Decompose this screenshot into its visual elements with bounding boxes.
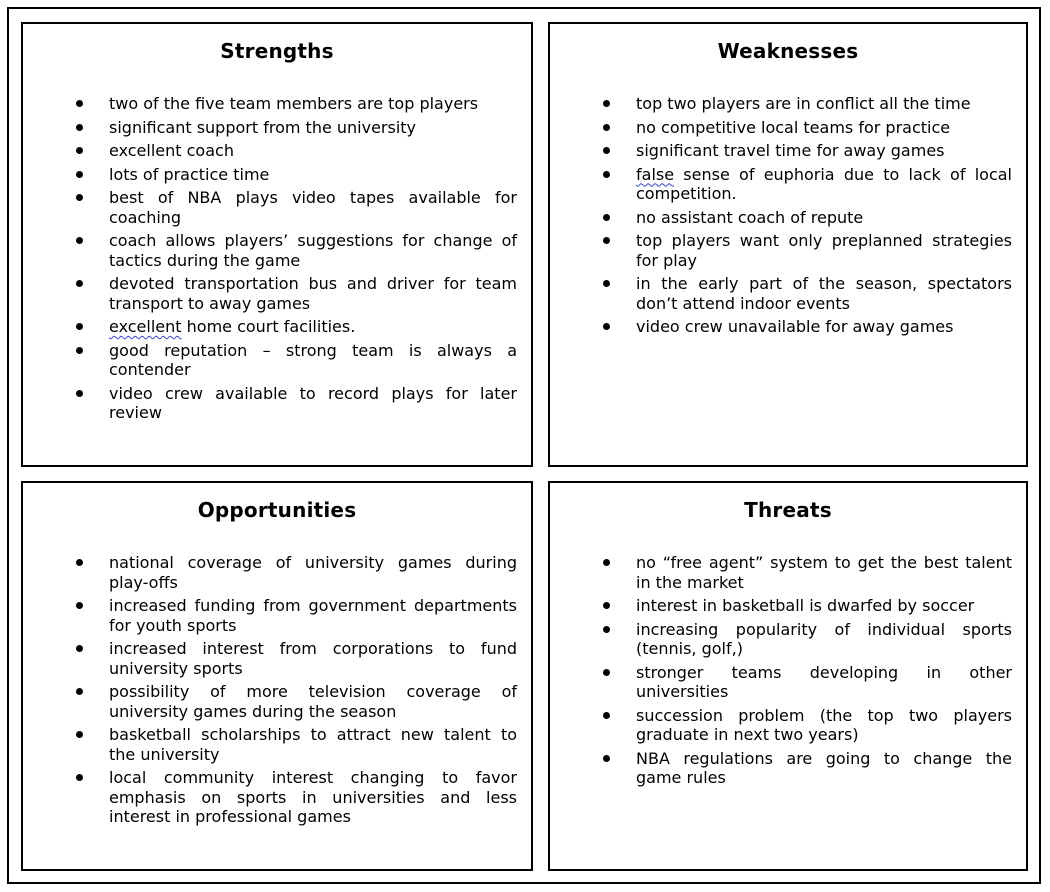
list-item	[550, 663, 1012, 702]
opportunities-list	[23, 553, 517, 831]
list-item-text: sense of euphoria due to lack of local competition.	[636, 164, 1012, 203]
list-item-text: video crew unavailable for away games	[636, 317, 954, 336]
bullet-icon	[76, 602, 83, 609]
list-item	[23, 682, 517, 721]
list-item	[23, 188, 517, 227]
bullet-icon	[76, 390, 83, 397]
bullet-icon	[603, 755, 610, 762]
spellcheck-word: false	[636, 164, 675, 184]
list-item-text: video crew available to record plays for later review	[109, 383, 517, 422]
list-item	[550, 141, 1012, 161]
list-item	[550, 118, 1012, 138]
list-item-text: no “free agent” system to get the best talent in the market	[636, 553, 1012, 592]
list-item-text: lots of practice time	[109, 164, 270, 184]
list-item-text: coach allows players’ suggestions for change of tactics during the game	[109, 231, 517, 270]
bullet-icon	[76, 645, 83, 652]
list-item-text: increased funding from government departments for youth sports	[109, 596, 517, 635]
list-item	[550, 706, 1012, 745]
bullet-icon	[76, 237, 83, 244]
opportunities-title: Opportunities	[197, 498, 357, 522]
list-item	[23, 341, 517, 380]
list-item	[23, 94, 517, 114]
bullet-icon	[603, 602, 610, 609]
list-item	[23, 231, 517, 270]
list-item	[550, 208, 1012, 228]
bullet-icon	[76, 194, 83, 201]
list-item	[550, 553, 1012, 592]
list-item-text: no assistant coach of repute	[636, 207, 864, 227]
bullet-icon	[76, 731, 83, 738]
bullet-icon	[603, 124, 610, 131]
list-item	[550, 274, 1012, 313]
bullet-icon	[603, 171, 610, 178]
bullet-icon	[76, 559, 83, 566]
list-item-text: top players want only preplanned strategies for play	[636, 231, 1012, 270]
list-item-text: interest in basketball is dwarfed by soccer	[636, 596, 975, 615]
threats-quadrant	[548, 481, 1028, 871]
bullet-icon	[603, 147, 610, 154]
list-item-text: home court facilities.	[181, 317, 356, 336]
list-item	[23, 317, 517, 337]
list-item-text: basketball scholarships to attract new talent to the university	[109, 725, 517, 764]
list-item	[23, 553, 517, 592]
list-item	[23, 118, 517, 138]
bullet-icon	[603, 626, 610, 633]
bullet-icon	[603, 280, 610, 287]
list-item	[550, 620, 1012, 659]
list-item	[550, 94, 1012, 114]
list-item	[23, 274, 517, 313]
bullet-icon	[603, 237, 610, 244]
bullet-icon	[603, 214, 610, 221]
list-item-text: succession problem (the top two players graduate in next two years)	[636, 705, 1012, 744]
list-item	[23, 165, 517, 185]
list-item-text: significant travel time for away games	[636, 141, 945, 160]
threats-title: Threats	[744, 498, 832, 522]
list-item	[550, 749, 1012, 788]
list-item-text: good reputation – strong team is always a contender	[109, 340, 517, 379]
list-item	[550, 231, 1012, 270]
bullet-icon	[76, 774, 83, 781]
list-item-text: excellent coach	[109, 141, 234, 160]
list-item-text: two of the five team members are top players	[109, 94, 479, 113]
list-item	[23, 768, 517, 827]
bullet-icon	[76, 124, 83, 131]
list-item-text: local community interest changing to favor emphasis on sports in universities and less interest in professional games	[109, 768, 517, 826]
bullet-icon	[76, 688, 83, 695]
list-item	[23, 384, 517, 423]
bullet-icon	[76, 100, 83, 107]
bullet-icon	[603, 559, 610, 566]
list-item-text: NBA regulations are going to change the game rules	[636, 748, 1012, 787]
weaknesses-list	[550, 94, 1012, 341]
list-item-text: significant support from the university	[109, 117, 417, 137]
bullet-icon	[603, 100, 610, 107]
strengths-quadrant	[21, 22, 533, 467]
bullet-icon	[76, 147, 83, 154]
list-item-text: no competitive local teams for practice	[636, 117, 951, 137]
bullet-icon	[76, 280, 83, 287]
list-item-text: in the early part of the season, spectators don’t attend indoor events	[636, 274, 1012, 313]
bullet-icon	[76, 347, 83, 354]
list-item	[550, 596, 1012, 616]
weaknesses-title: Weaknesses	[717, 39, 859, 63]
list-item	[23, 639, 517, 678]
bullet-icon	[603, 712, 610, 719]
weaknesses-quadrant	[548, 22, 1028, 467]
bullet-icon	[603, 669, 610, 676]
list-item	[23, 596, 517, 635]
list-item	[550, 317, 1012, 337]
opportunities-quadrant	[21, 481, 533, 871]
list-item-text: increasing popularity of individual sports (tennis, golf,)	[636, 619, 1012, 658]
strengths-list	[23, 94, 517, 427]
list-item-text: devoted transportation bus and driver for team transport to away games	[109, 274, 517, 313]
list-item	[23, 725, 517, 764]
list-item-text: stronger teams developing in other universities	[636, 662, 1012, 701]
threats-list	[550, 553, 1012, 792]
list-item	[23, 141, 517, 161]
list-item-text: possibility of more television coverage of university games during the season	[109, 682, 517, 721]
list-item-text: national coverage of university games during play-offs	[109, 553, 517, 592]
strengths-title: Strengths	[220, 39, 334, 63]
bullet-icon	[603, 323, 610, 330]
list-item-text: best of NBA plays video tapes available for coaching	[109, 188, 517, 227]
spellcheck-word: excellent	[109, 317, 182, 336]
list-item-text: top two players are in conflict all the time	[636, 94, 971, 113]
list-item-text: increased interest from corporations to fund university sports	[109, 639, 517, 678]
list-item	[550, 165, 1012, 204]
bullet-icon	[76, 323, 83, 330]
bullet-icon	[76, 171, 83, 178]
